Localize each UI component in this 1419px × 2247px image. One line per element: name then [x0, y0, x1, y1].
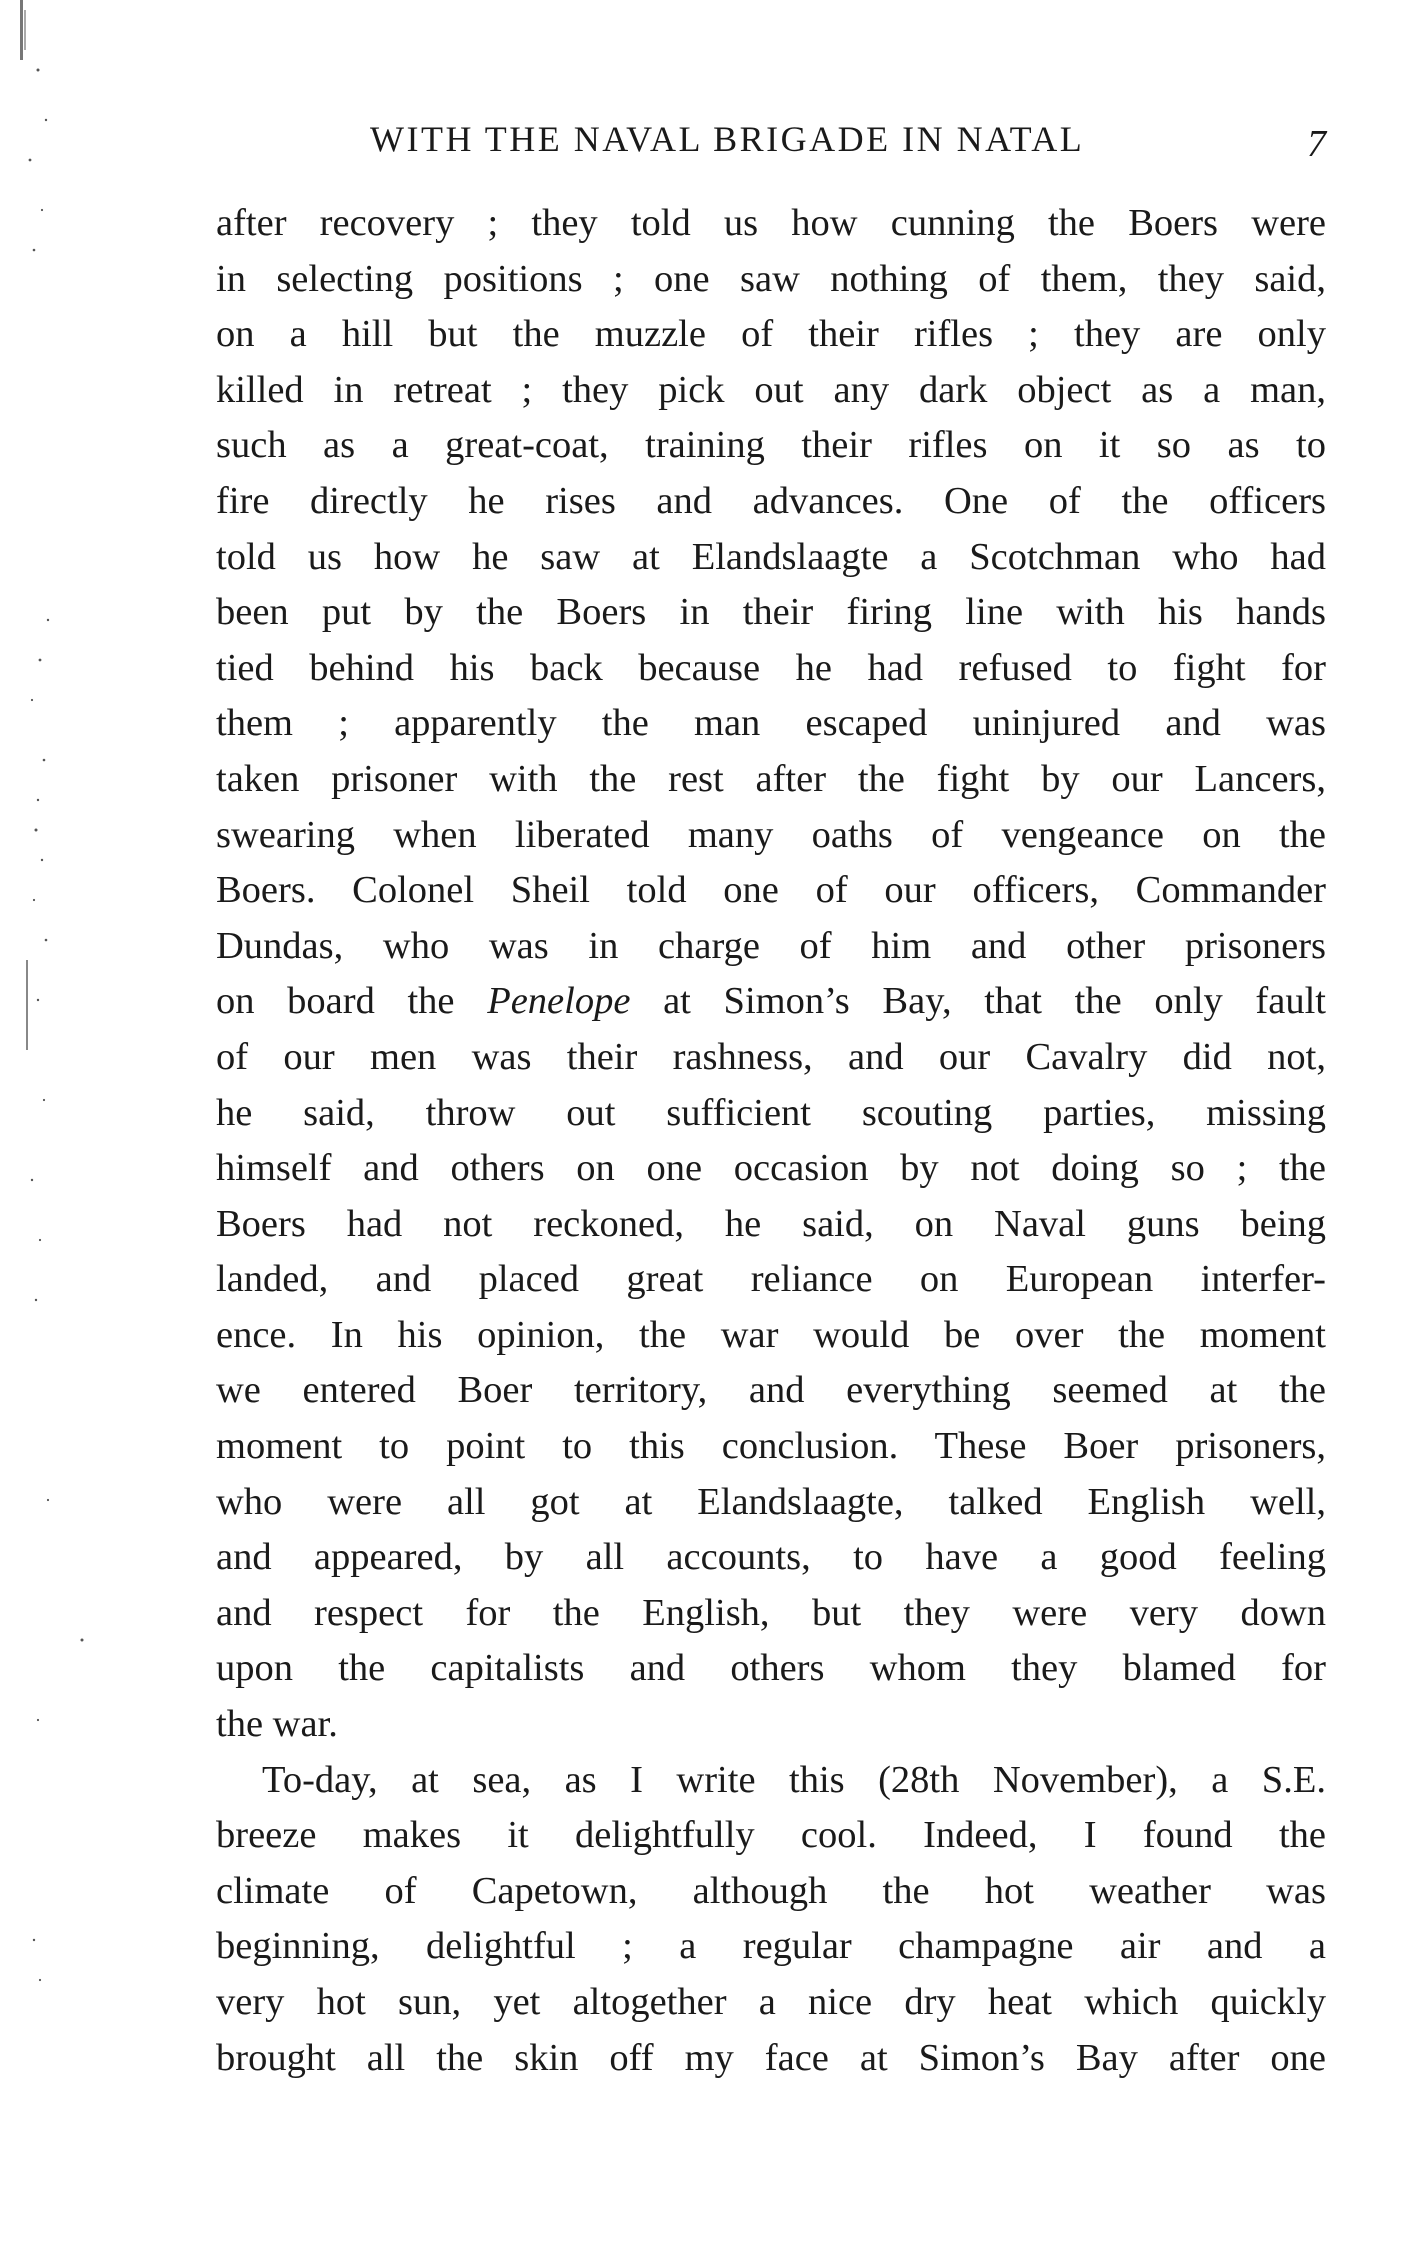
text-line: To-day, at sea, as I write this (28th November), a S.E.: [262, 1758, 1326, 1801]
text-line: them ; apparently the man escaped uninjured and was: [216, 702, 1326, 745]
text-line: of our men was their rashness, and our Cavalry did not,: [216, 1035, 1326, 1078]
text-line: himself and others on one occasion by not doing so ; the: [216, 1147, 1326, 1190]
text-line: told us how he saw at Elandslaagte a Scotchman who had: [216, 535, 1326, 578]
ship-name-italic: Penelope: [487, 980, 631, 1023]
text-line: Boers. Colonel Sheil told one of our officers, Commander: [216, 869, 1326, 912]
text-line: very hot sun, yet altogether a nice dry heat which quickly: [216, 1981, 1326, 2023]
text-line: killed in retreat ; they pick out any dark object as a man,: [216, 368, 1326, 411]
paragraph: [216, 196, 1326, 1753]
text-line: beginning, delightful ; a regular champagne air and a: [216, 1925, 1326, 1968]
text-line: breeze makes it delightfully cool. Indeed, I found the: [216, 1814, 1326, 1857]
text-line: taken prisoner with the rest after the fight by our Lancers,: [216, 757, 1326, 800]
text-line: in selecting positions ; one saw nothing of them, they said,: [216, 257, 1326, 300]
text-line: upon the capitalists and others whom they blamed for: [216, 1647, 1326, 1690]
text-line: fire directly he rises and advances. One of the officers: [216, 479, 1326, 522]
text-line: the war.: [216, 1703, 338, 1746]
text-line: Dundas, who was in charge of him and other prisoners: [216, 924, 1326, 967]
text-line: swearing when liberated many oaths of vengeance on the: [216, 813, 1326, 856]
gutter-scan-marks: [18, 0, 88, 2247]
body-text: [216, 196, 1326, 2086]
text-line: after recovery ; they told us how cunning the Boers were: [216, 202, 1326, 244]
text-line: been put by the Boers in their firing line with his hands: [216, 591, 1326, 634]
paragraph: [216, 1753, 1326, 2087]
text-line: brought all the skin off my face at Simon’s Bay after one: [216, 2036, 1326, 2079]
text-line: and appeared, by all accounts, to have a good feeling: [216, 1536, 1326, 1579]
text-line: he said, throw out sufficient scouting parties, missing: [216, 1091, 1326, 1134]
text-line: Boers had not reckoned, he said, on Naval guns being: [216, 1202, 1326, 1245]
running-head-title: WITH THE NAVAL BRIGADE IN NATAL: [370, 119, 1085, 159]
text-line: such as a great-coat, training their rifles on it so as to: [216, 424, 1326, 467]
text-line: ence. In his opinion, the war would be over the moment: [216, 1313, 1326, 1356]
text-run: at Simon’s Bay, that the only fault: [630, 980, 1326, 1023]
page-number: 7: [1307, 123, 1326, 165]
text-line: climate of Capetown, although the hot weather was: [216, 1869, 1326, 1912]
text-line: moment to point to this conclusion. These Boer prisoners,: [216, 1425, 1326, 1468]
text-line: landed, and placed great reliance on European interfer-: [216, 1258, 1326, 1301]
text-line: we entered Boer territory, and everything seemed at the: [216, 1369, 1326, 1412]
running-head: [216, 118, 1326, 168]
text-line: and respect for the English, but they were very down: [216, 1591, 1326, 1634]
text-line: on a hill but the muzzle of their rifles ; they are only: [216, 313, 1326, 356]
text-line: tied behind his back because he had refused to fight for: [216, 646, 1326, 689]
text-line: who were all got at Elandslaagte, talked English well,: [216, 1480, 1326, 1523]
text-run: on board the: [216, 980, 488, 1023]
text-line: [216, 974, 1326, 1030]
